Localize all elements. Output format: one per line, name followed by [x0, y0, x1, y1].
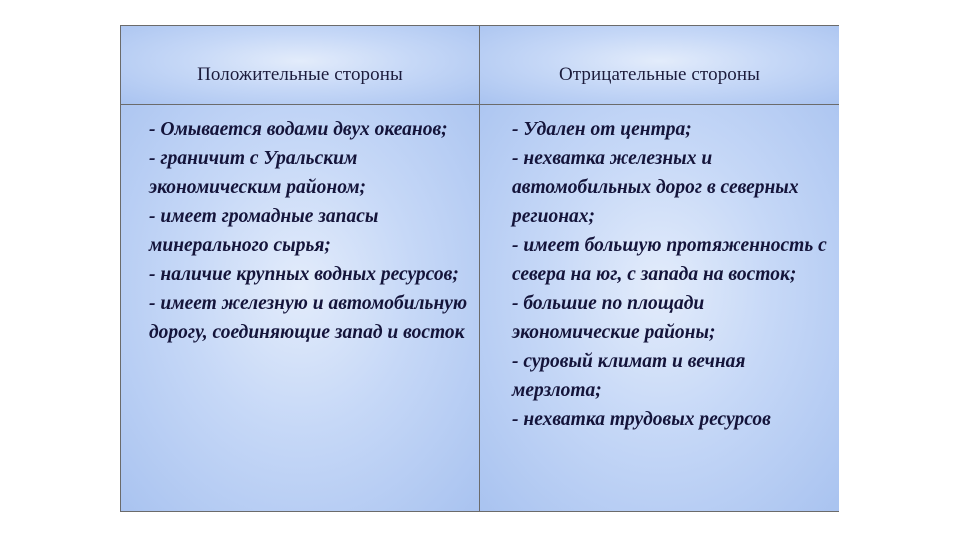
header-positive: Положительные стороны — [197, 64, 403, 85]
positive-cell — [121, 105, 480, 511]
list-item: - большие по площади экономические районы; — [512, 293, 716, 343]
list-item: - имеет большую протяженность с севера на юг, с запада на восток; — [512, 235, 827, 285]
negative-list — [480, 105, 839, 434]
comparison-table — [120, 25, 839, 512]
negative-cell — [480, 105, 839, 511]
list-item: - Омывается водами двух океанов; — [149, 119, 448, 140]
header-positive-cell — [121, 26, 480, 105]
header-negative-cell — [480, 26, 839, 105]
positive-list — [121, 105, 479, 347]
list-item: - имеет железную и автомобильную дорогу, соединяющие запад и восток — [149, 293, 468, 343]
list-item: - нехватка железных и автомобильных дорог в северных регионах; — [512, 148, 799, 227]
list-item: - Удален от центра; — [512, 119, 692, 140]
list-item: - имеет громадные запасы минерального сырья; — [149, 206, 379, 256]
list-item: - граничит с Уральским экономическим районом; — [149, 148, 367, 198]
list-item: - наличие крупных водных ресурсов; — [149, 264, 459, 285]
list-item: - суровый климат и вечная мерзлота; — [512, 351, 746, 401]
header-negative: Отрицательные стороны — [558, 64, 761, 85]
list-item: - нехватка трудовых ресурсов — [512, 409, 771, 430]
